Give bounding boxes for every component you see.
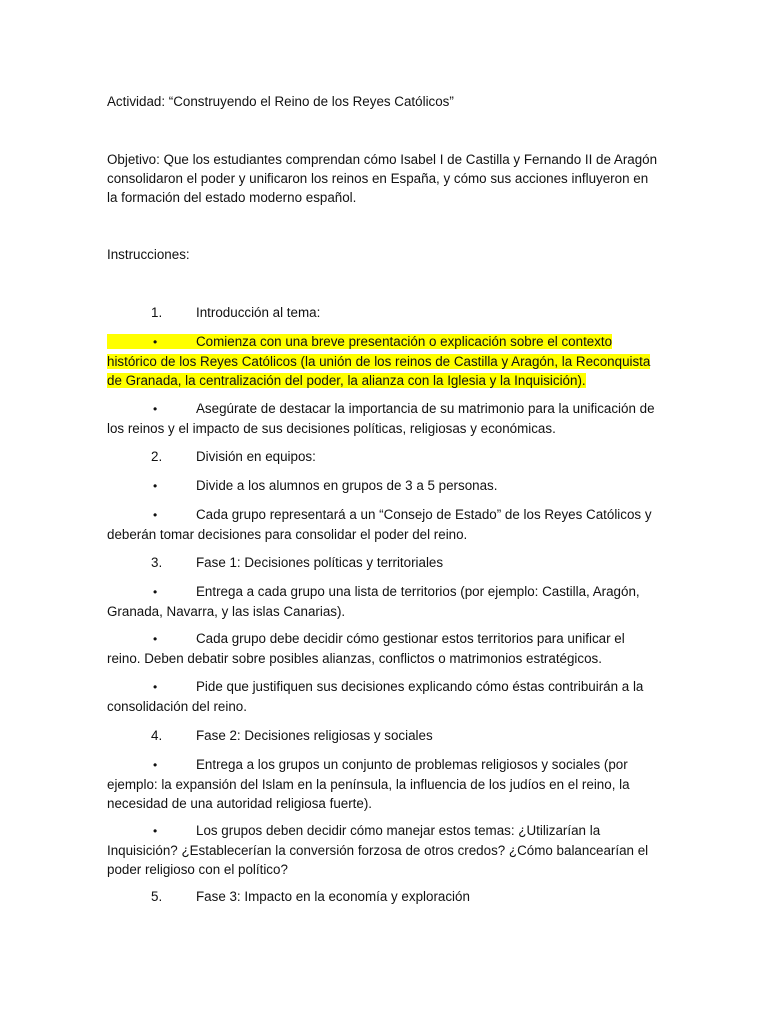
- numbered-item-1: [107, 303, 659, 322]
- numbered-item-2: [107, 447, 659, 466]
- list-number: 5.: [151, 889, 163, 904]
- list-item-text: División en equipos:: [196, 449, 316, 464]
- bullet-item: [107, 582, 659, 621]
- list-item-text: Entrega a cada grupo una lista de territorios (por ejemplo: Castilla, Aragón, Granada, Navarra, y las islas Canarias).: [107, 584, 640, 619]
- list-item-text: Pide que justifiquen sus decisiones explicando cómo éstas contribuirán a la consolidación del reino.: [107, 679, 644, 714]
- list-item-text: Entrega a los grupos un conjunto de problemas religiosos y sociales (por ejemplo: la expansión del Islam en la península, la influencia de los judíos en el reino, la necesidad de una autoridad religiosa fuerte).: [107, 757, 630, 811]
- list-item-text: Los grupos deben decidir cómo manejar estos temas: ¿Utilizarían la Inquisición? ¿Establecerían la conversión forzosa de otros credos? ¿Cómo balancearían el poder religioso con el político?: [107, 823, 649, 877]
- bullet-item: [107, 755, 659, 813]
- bullet-item: [107, 821, 659, 879]
- list-item-text: Introducción al tema:: [196, 305, 321, 320]
- bullet-item: [107, 399, 659, 438]
- bullet-item: [107, 476, 659, 496]
- list-item-text: Cada grupo debe decidir cómo gestionar estos territorios para unificar el reino. Deben debatir sobre posibles alianzas, conflictos o matrimonios estratégicos.: [107, 631, 625, 666]
- bullet-marker: •: [153, 335, 158, 349]
- list-item-text: Asegúrate de destacar la importancia de su matrimonio para la unificación de los reinos y el impacto de sus decisiones políticas, religiosas y económicas.: [107, 401, 655, 436]
- bullet-item: [107, 629, 659, 668]
- numbered-item-3: [107, 553, 659, 572]
- bullet-marker: •: [153, 402, 158, 416]
- list-item-text: Comienza con una breve presentación o explicación sobre el contexto histórico de los Reyes Católicos (la unión de los reinos de Castilla y Aragón, la Reconquista de Granada, la centralización del poder, la alianza con la Iglesia y la Inquisición).: [107, 334, 651, 388]
- bullet-marker: •: [153, 585, 158, 599]
- list-item-text: Fase 1: Decisiones políticas y territoriales: [196, 555, 444, 570]
- list-number: 4.: [151, 728, 163, 743]
- bullet-item: [107, 677, 659, 716]
- list-item-text: Fase 2: Decisiones religiosas y sociales: [196, 728, 433, 743]
- numbered-item-4: [107, 726, 659, 745]
- list-number: 2.: [151, 449, 163, 464]
- instructions-heading: Instrucciones:: [107, 247, 190, 262]
- numbered-item-5: [107, 887, 659, 906]
- list-number: 3.: [151, 555, 163, 570]
- bullet-marker: •: [153, 479, 158, 493]
- bullet-marker: •: [153, 758, 158, 772]
- bullet-marker: •: [153, 632, 158, 646]
- activity-title: Actividad: “Construyendo el Reino de los Reyes Católicos”: [107, 94, 454, 109]
- bullet-marker: •: [153, 824, 158, 838]
- list-number: 1.: [151, 305, 163, 320]
- list-item-text: Divide a los alumnos en grupos de 3 a 5 personas.: [196, 478, 498, 493]
- list-item-text: Fase 3: Impacto en la economía y exploración: [196, 889, 470, 904]
- bullet-marker: •: [153, 680, 158, 694]
- bullet-item: [107, 505, 659, 544]
- objective-paragraph: Objetivo: Que los estudiantes comprendan cómo Isabel I de Castilla y Fernando II de Aragón consolidaron el poder y unificaron los reinos en España, y cómo sus acciones influyeron en la formación del estado moderno español.: [107, 152, 658, 205]
- bullet-marker: •: [153, 508, 158, 522]
- list-item-text: Cada grupo representará a un “Consejo de Estado” de los Reyes Católicos y deberán tomar decisiones para consolidar el poder del reino.: [107, 507, 652, 542]
- bullet-item-highlighted: [107, 332, 659, 390]
